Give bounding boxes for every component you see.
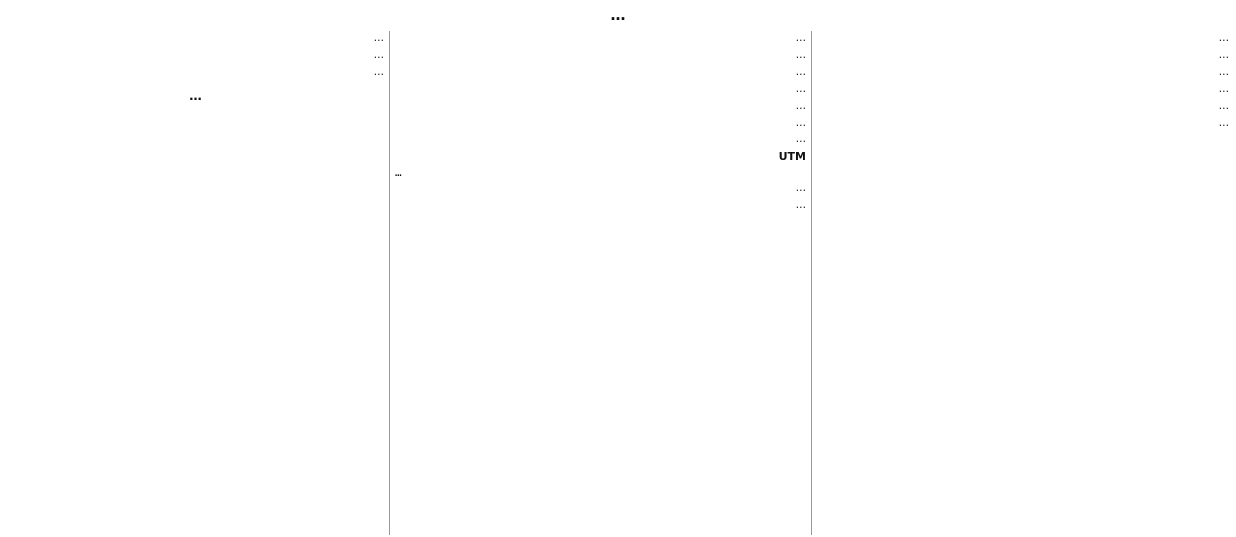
notice-paragraph: … bbox=[795, 48, 806, 61]
notice-paragraph: … bbox=[795, 32, 806, 44]
notice-paragraph: … bbox=[1218, 65, 1229, 78]
notice-body-columns bbox=[2, 31, 1234, 535]
notice-column-left bbox=[2, 31, 389, 535]
notice-paragraph: … bbox=[795, 65, 806, 78]
notice-paragraph: … bbox=[1218, 99, 1229, 112]
notice-paragraph: … bbox=[795, 99, 806, 112]
notice-paragraph: … bbox=[373, 48, 384, 61]
notice-paragraph: … bbox=[1218, 32, 1229, 44]
coordinate-code-line: … bbox=[395, 166, 402, 180]
notice-title: … bbox=[610, 6, 626, 24]
notice-paragraph: … bbox=[373, 65, 384, 78]
notice-column-right bbox=[812, 31, 1234, 535]
notice-paragraph: … bbox=[373, 32, 384, 44]
notice-paragraph: … bbox=[795, 133, 806, 146]
notice-paragraph: … bbox=[1218, 116, 1229, 129]
notice-paragraph: … bbox=[1218, 48, 1229, 61]
utm-label: UTM bbox=[778, 150, 806, 164]
issuer-signature-line: … bbox=[189, 87, 202, 103]
notice-paragraph: … bbox=[795, 182, 806, 195]
notice-column-middle bbox=[389, 31, 812, 535]
notice-paragraph: … bbox=[1218, 82, 1229, 95]
notice-paragraph: … bbox=[795, 116, 806, 129]
notice-paragraph: … bbox=[795, 82, 806, 95]
notice-paragraph: … bbox=[795, 199, 806, 212]
